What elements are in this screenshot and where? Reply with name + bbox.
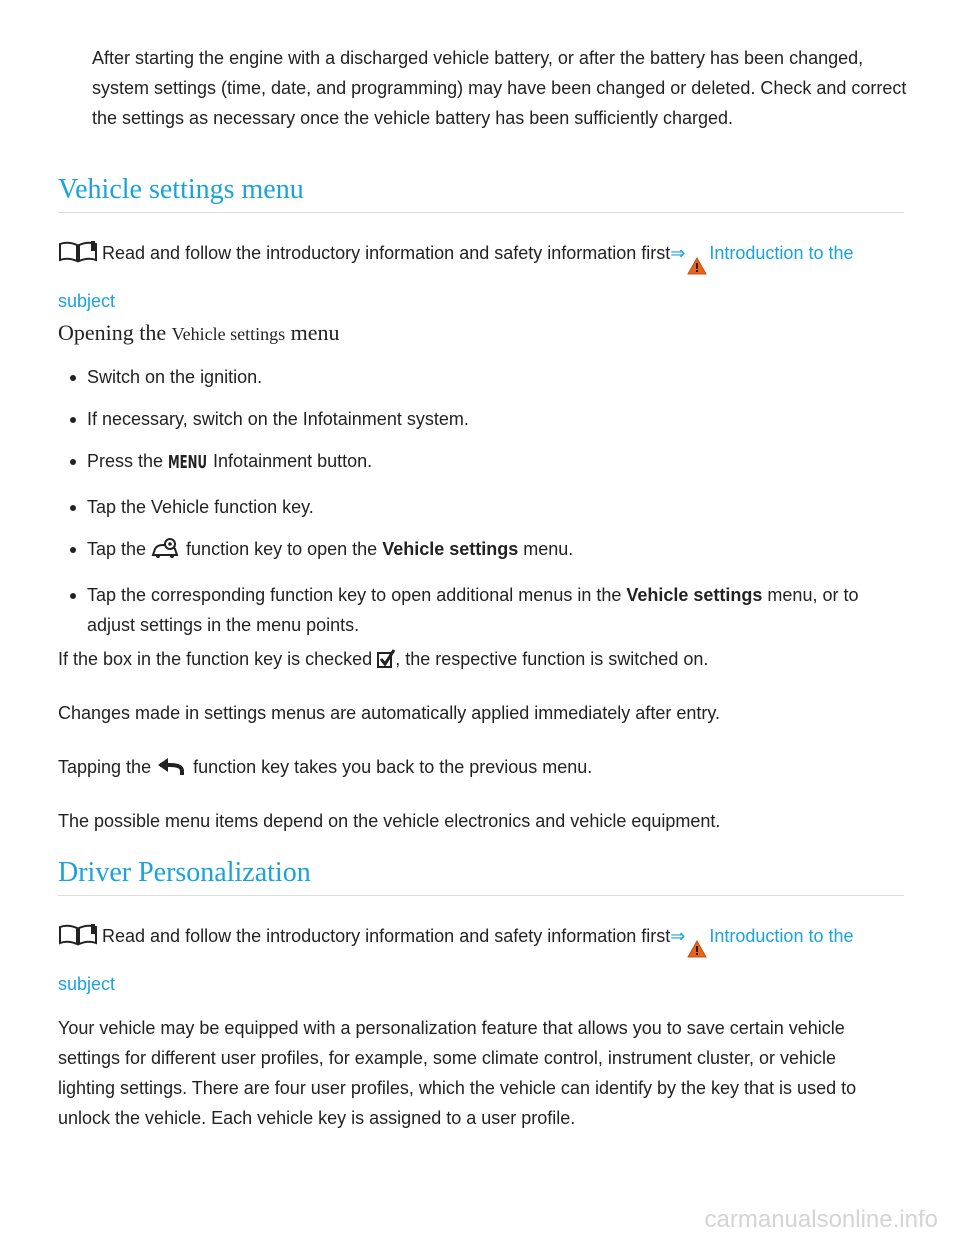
- back-paragraph: [58, 752, 904, 786]
- possible-items-paragraph: The possible menu items depend on the vehicle electronics and vehicle equipment.: [58, 811, 721, 831]
- book-icon: [58, 241, 98, 273]
- checkbox-paragraph: [58, 644, 904, 678]
- menu-button-icon: [168, 450, 208, 480]
- step-text: menu.: [518, 539, 574, 559]
- personalization-paragraph: Your vehicle may be equipped with a personalization feature that allows you to save certain vehicle settings for different user profiles, for example, some climate control, instrument cluster, or vehicle lighting settings. There are four user profiles, which the vehicle can identify by the key that is used to unlock the vehicle. Each vehicle key is assigned to a user profile.: [58, 1018, 857, 1128]
- checkbox-text-post: , the respective function is switched on.: [395, 649, 709, 669]
- notice-arrow: ⇒: [670, 243, 686, 263]
- step-bold: Vehicle settings: [382, 539, 519, 559]
- step-text: Tap the Vehicle function key.: [87, 497, 314, 517]
- notice-link-subject[interactable]: subject: [58, 291, 116, 311]
- checkbox-text-pre: If the box in the function key is checked: [58, 649, 378, 669]
- notice-link-subject[interactable]: subject: [58, 974, 116, 994]
- back-text-post: function key takes you back to the previous menu.: [188, 757, 593, 777]
- step-text: Press the: [87, 451, 169, 471]
- step-text: If necessary, switch on the Infotainment system.: [87, 409, 469, 429]
- warning-triangle-icon: [687, 936, 707, 968]
- notice-text: Read and follow the introductory information and safety information first: [102, 243, 671, 263]
- section-title-vehicle-settings: Vehicle settings menu: [58, 172, 904, 213]
- notice-text: Read and follow the introductory information and safety information first: [102, 926, 671, 946]
- step-text: Switch on the ignition.: [87, 367, 263, 387]
- safety-notice: [58, 920, 904, 1000]
- steps-list: [58, 362, 904, 652]
- warning-triangle-icon: [687, 253, 707, 285]
- list-item: [58, 580, 904, 640]
- step-text: menu, or to adjust settings in the menu points.: [87, 585, 859, 635]
- notice-link-intro[interactable]: Introduction to the: [709, 243, 854, 263]
- section-title-driver-personalization: Driver Personalization: [58, 855, 904, 896]
- list-item: [58, 534, 904, 568]
- subhead-pre: Opening the: [58, 320, 172, 345]
- watermark-text: carmanualsonline.info: [704, 1206, 938, 1233]
- notice-arrow: ⇒: [670, 926, 686, 946]
- safety-notice: [58, 237, 904, 317]
- subhead-opening-vehicle-settings: [58, 318, 340, 349]
- notice-link-intro[interactable]: Introduction to the: [709, 926, 854, 946]
- list-item: [58, 492, 904, 522]
- list-item: [58, 362, 904, 392]
- svg-text:MENU: MENU: [168, 452, 208, 471]
- intro-paragraph: After starting the engine with a discharged vehicle battery, or after the battery has been changed, system settings (time, date, and programming) may have been changed or deleted. Check and correct the settings as necessary once the vehicle battery has been sufficiently charged.: [92, 48, 907, 128]
- book-icon: [58, 924, 98, 956]
- list-item: [58, 404, 904, 434]
- subhead-mid: Vehicle settings: [171, 324, 286, 344]
- changes-paragraph: Changes made in settings menus are automatically applied immediately after entry.: [58, 703, 721, 723]
- step-text: function key to open the: [181, 539, 383, 559]
- list-item: [58, 446, 904, 480]
- car-settings-icon: [151, 537, 181, 568]
- step-text: Tap the corresponding function key to open additional menus in the: [87, 585, 627, 605]
- step-text: Infotainment button.: [208, 451, 373, 471]
- back-text-pre: Tapping the: [58, 757, 157, 777]
- subhead-post: menu: [285, 320, 340, 345]
- checkbox-checked-icon: [377, 648, 395, 678]
- step-bold: Vehicle settings: [626, 585, 763, 605]
- step-text: Tap the: [87, 539, 152, 559]
- back-arrow-icon: [156, 756, 188, 786]
